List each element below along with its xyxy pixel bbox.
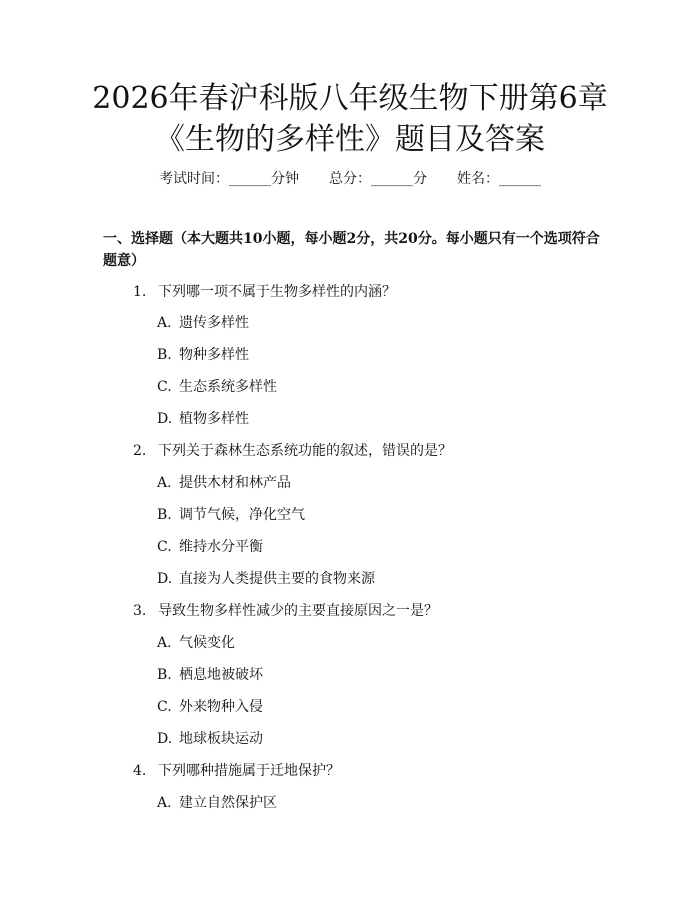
question-text: 下列关于森林生态系统功能的叙述，错误的是？: [158, 443, 452, 459]
option-letter: C.: [157, 539, 172, 555]
option-text: 维持水分平衡: [179, 539, 263, 555]
option-letter: C.: [157, 379, 172, 395]
score-blank: ______: [371, 171, 413, 187]
option-letter: B.: [157, 347, 172, 363]
question-1: [133, 282, 396, 302]
option-text: 调节气候，净化空气: [179, 507, 305, 523]
option-text: 气候变化: [179, 635, 235, 651]
option-letter: D.: [157, 411, 173, 427]
question-number: 1.: [133, 284, 147, 300]
option-text: 建立自然保护区: [179, 795, 277, 811]
time-blank: ______: [229, 171, 271, 187]
option-text: 外来物种入侵: [179, 699, 263, 715]
option-text: 遗传多样性: [179, 315, 249, 331]
time-unit: 分钟: [271, 171, 299, 187]
option-text: 地球板块运动: [179, 731, 263, 747]
option-letter: A.: [157, 635, 172, 651]
name-label: 姓名：: [457, 171, 499, 187]
option-1b: [157, 345, 249, 365]
question-number: 2.: [133, 443, 147, 459]
question-text: 下列哪种措施属于迁地保护？: [158, 763, 340, 779]
option-2d: [157, 569, 375, 589]
question-text: 下列哪一项不属于生物多样性的内涵？: [158, 284, 396, 300]
option-text: 直接为人类提供主要的食物来源: [179, 571, 375, 587]
document-title: 2026年春沪科版八年级生物下册第6章《生物的多样性》题目及答案: [92, 81, 608, 157]
option-letter: B.: [157, 667, 172, 683]
option-letter: A.: [157, 315, 172, 331]
option-2c: [157, 537, 263, 557]
option-letter: A.: [157, 795, 172, 811]
option-4a: [157, 793, 277, 813]
name-blank: ______: [499, 171, 541, 187]
question-4: [133, 761, 340, 781]
option-2a: [157, 473, 291, 493]
question-number: 4.: [133, 763, 147, 779]
question-number: 3.: [133, 603, 147, 619]
section-heading: 一、选择题（本大题共10小题，每小题2分，共20分。每小题只有一个选项符合题意）: [103, 231, 600, 269]
exam-info-line: [0, 168, 700, 188]
question-text: 导致生物多样性减少的主要直接原因之一是？: [158, 603, 438, 619]
option-text: 物种多样性: [179, 347, 249, 363]
option-2b: [157, 505, 305, 525]
question-3: [133, 601, 438, 621]
option-3d: [157, 729, 263, 749]
option-1d: [157, 409, 249, 429]
option-text: 生态系统多样性: [179, 379, 277, 395]
option-letter: A.: [157, 475, 172, 491]
option-3c: [157, 697, 263, 717]
score-unit: 分: [413, 171, 427, 187]
option-1c: [157, 377, 277, 397]
option-3a: [157, 633, 235, 653]
option-letter: D.: [157, 571, 173, 587]
score-label: 总分：: [329, 171, 371, 187]
option-text: 提供木材和林产品: [179, 475, 291, 491]
option-text: 栖息地被破坏: [179, 667, 263, 683]
option-1a: [157, 313, 249, 333]
option-letter: B.: [157, 507, 172, 523]
time-label: 考试时间：: [159, 171, 229, 187]
option-letter: C.: [157, 699, 172, 715]
option-letter: D.: [157, 731, 173, 747]
option-3b: [157, 665, 263, 685]
question-2: [133, 441, 452, 461]
option-text: 植物多样性: [179, 411, 249, 427]
